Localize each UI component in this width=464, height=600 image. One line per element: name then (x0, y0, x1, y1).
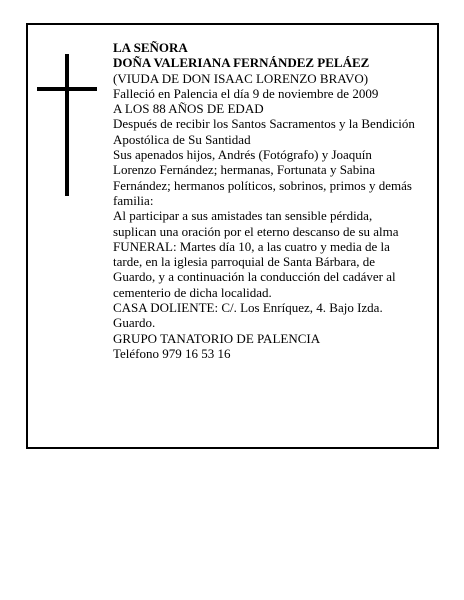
phone-number: Teléfono 979 16 53 16 (113, 345, 231, 361)
mourning-home-paragraph: CASA DOLIENTE: C/. Los Enríquez, 4. Bajo Izda. Guardo. (113, 300, 383, 331)
notice-title: LA SEÑORA (113, 40, 188, 55)
cross-icon (37, 54, 97, 196)
death-line: Falleció en Palencia el día 9 de noviembre de 2009 (113, 85, 379, 101)
funeral-paragraph: FUNERAL: Martes día 10, a las cuatro y media de la tarde, en la iglesia parroquial de Santa Bárbara, de Guardo, y a continuación la conducción del cadáver al cementerio de dicha localidad. (113, 238, 396, 300)
obituary-text (113, 40, 418, 361)
cross-horizontal-bar (37, 87, 97, 91)
sacraments-paragraph: Después de recibir los Santos Sacramentos y la Bendición Apostólica de Su Santidad (113, 116, 415, 147)
funeral-home-name: GRUPO TANATORIO DE PALENCIA (113, 330, 321, 346)
prayer-request-paragraph: Al participar a sus amistades tan sensible pérdida, suplican una oración por el eterno descanso de su alma (113, 208, 399, 239)
deceased-name: DOÑA VALERIANA FERNÁNDEZ PELÁEZ (113, 55, 370, 71)
family-paragraph: Sus apenados hijos, Andrés (Fotógrafo) y Joaquín Lorenzo Fernández; hermanas, Fortunata y Sabina Fernández; hermanos políticos, sobrinos, primos y demás familia: (113, 147, 412, 208)
widow-line: (VIUDA DE DON ISAAC LORENZO BRAVO) (113, 70, 369, 86)
cross-vertical-bar (65, 54, 69, 196)
age-line: A LOS 88 AÑOS DE EDAD (113, 101, 264, 117)
